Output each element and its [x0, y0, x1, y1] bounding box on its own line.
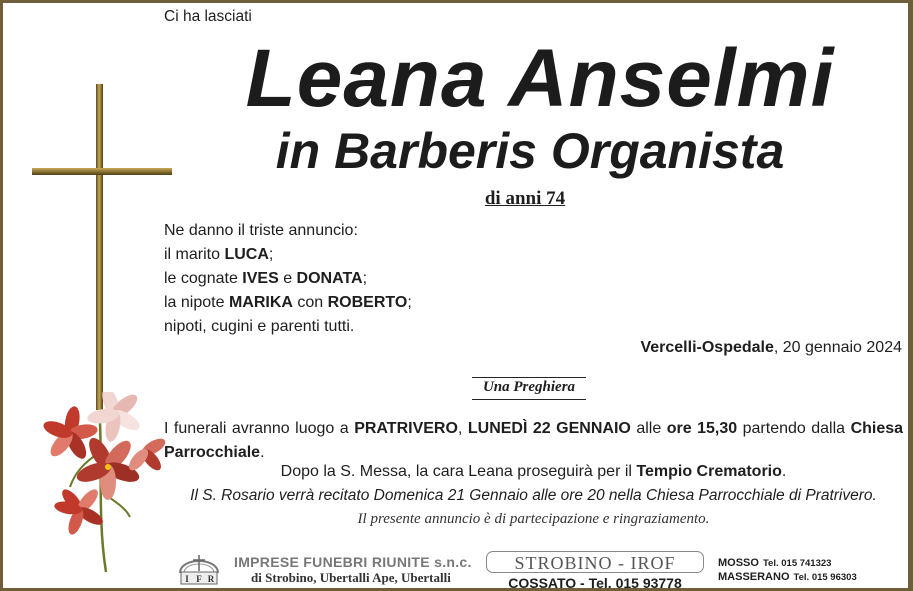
logo-letter-f: F — [196, 574, 202, 584]
notice-text: Il presente annuncio è di partecipazione e ringraziamento. — [357, 511, 710, 527]
cross-icon — [28, 82, 176, 412]
rosary-text: Il S. Rosario verrà recitato Domenica 21 Gennaio alle ore 20 nella Chiesa Parrocchiale di Pratrivero. — [190, 487, 877, 504]
brand-badge: STROBINO - IROF — [486, 551, 704, 573]
logo-letter-i: I — [185, 574, 189, 584]
lily-flowers-icon — [30, 392, 170, 577]
mourner-sisters-in-law: le cognate IVES e DONATA; — [164, 270, 368, 287]
mourners-intro: Ne danno il triste annuncio: — [164, 222, 358, 239]
logo-letter-r: R — [207, 574, 215, 584]
intro-text: Ci ha lasciati — [164, 8, 252, 25]
office-mosso: MOSSO Tel. 015 741323 — [718, 557, 832, 569]
after-mass-text: Dopo la S. Messa, la cara Leana proseguirà per il Tempio Crematorio. — [280, 463, 787, 480]
funeral-firm-logo-icon — [178, 551, 220, 585]
mourner-niece: la nipote MARIKA con ROBERTO; — [164, 294, 412, 311]
firm-name: IMPRESE FUNEBRI RIUNITE s.n.c. — [234, 554, 472, 570]
mourners-list — [164, 219, 412, 339]
office-masserano: MASSERANO Tel. 015 96303 — [718, 571, 857, 583]
deceased-name: Leana Anselmi — [245, 33, 835, 124]
funeral-details: I funerali avranno luogo a PRATRIVERO, LUNEDÌ 22 GENNAIO alle ore 15,30 partendo dalla Chiesa Parrocchiale. — [164, 420, 904, 461]
mourner-husband: il marito LUCA; — [164, 246, 274, 263]
place-date: Vercelli-Ospedale, 20 gennaio 2024 — [640, 339, 902, 356]
brand-city-phone: COSSATO - Tel. 015 93778 — [508, 575, 682, 591]
firm-owners: di Strobino, Ubertalli Ape, Ubertalli — [251, 570, 451, 585]
deceased-age: di anni 74 — [484, 188, 566, 209]
mourner-others: nipoti, cugini e parenti tutti. — [164, 318, 355, 335]
married-name: in Barberis Organista — [275, 123, 785, 179]
prayer-label: Una Preghiera — [472, 377, 586, 400]
